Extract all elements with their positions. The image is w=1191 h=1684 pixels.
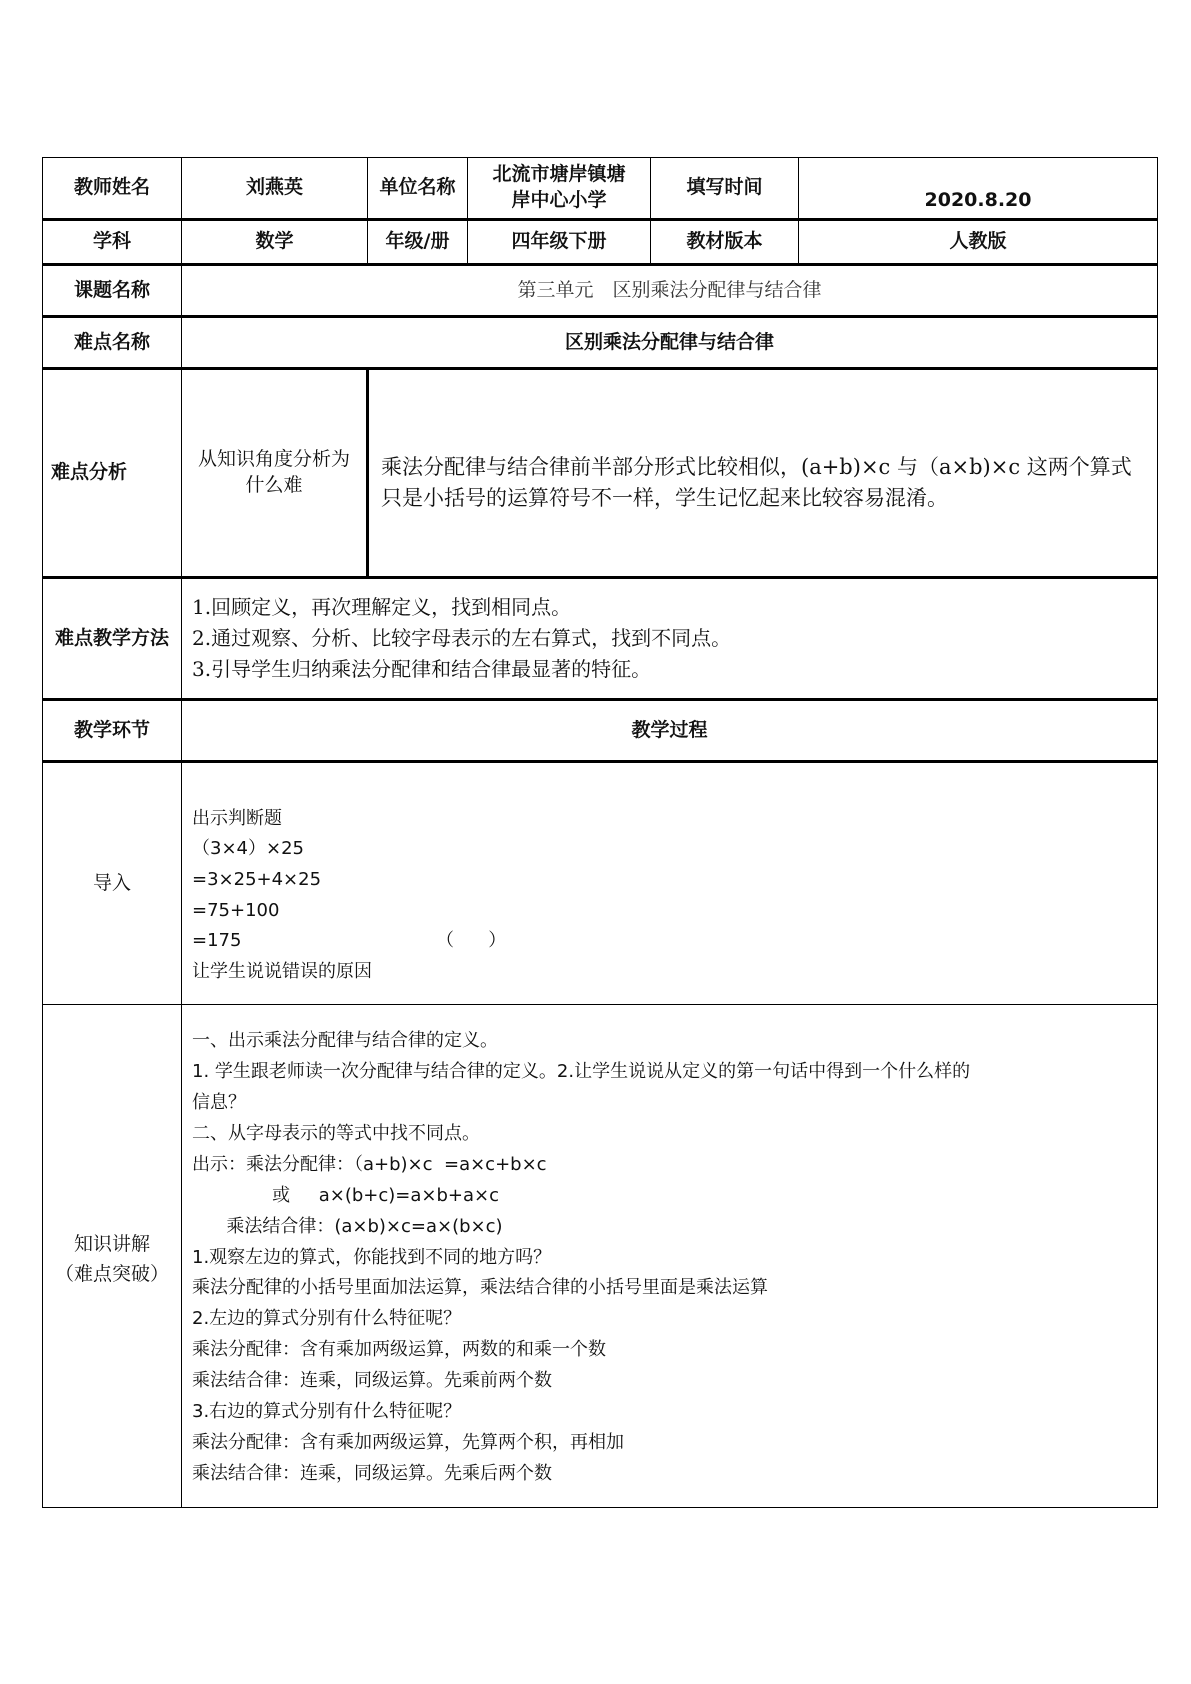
method-item: 2.通过观察、分析、比较字母表示的左右算式，找到不同点。 [192, 626, 732, 650]
process-stage-label: 教学环节 [43, 700, 182, 762]
topic-label: 课题名称 [43, 265, 182, 317]
analysis-text: 乘法分配律与结合律前半部分形式比较相似，(a+b)×c 与（a×b)×c 这两个算式只是小括号的运算符号不一样，学生记忆起来比较容易混淆。 [381, 454, 1132, 510]
intro-line: （3×4）×25 [192, 838, 304, 860]
difficulty-label: 难点名称 [43, 317, 182, 369]
info-row-1 [43, 158, 1158, 220]
analysis-sub-label: 从知识角度分析为什么难 [182, 369, 368, 578]
teacher-name-value: 刘燕英 [182, 158, 368, 220]
intro-line: =3×25+4×25 [192, 868, 322, 890]
knowledge-row [43, 1005, 1158, 1508]
method-item: 1.回顾定义，再次理解定义，找到相同点。 [192, 595, 572, 619]
edition-label: 教材版本 [651, 220, 799, 265]
method-row [43, 578, 1158, 700]
knowledge-lines [192, 1026, 1149, 1490]
topic-row [43, 265, 1158, 317]
knowledge-line: 1.观察左边的算式，你能找到不同的地方吗？ [192, 1246, 552, 1268]
knowledge-line: 2.左边的算式分别有什么特征呢？ [192, 1308, 462, 1330]
intro-line: 让学生说说错误的原因 [192, 960, 372, 982]
analysis-label: 难点分析 [43, 369, 182, 578]
edition-value: 人教版 [799, 220, 1158, 265]
method-cell [182, 578, 1158, 700]
method-item: 3.引导学生归纳乘法分配律和结合律最显著的特征。 [192, 657, 652, 681]
analysis-cell [368, 369, 1158, 578]
knowledge-line: 出示：乘法分配律：（a+b)×c =a×c+b×c [192, 1153, 547, 1175]
knowledge-line: 乘法分配律的小括号里面加法运算，乘法结合律的小括号里面是乘法运算 [192, 1277, 768, 1299]
intro-line: =75+100 [192, 899, 280, 921]
intro-label: 导入 [43, 762, 182, 1005]
knowledge-label [43, 1005, 182, 1508]
knowledge-line: 信息？ [192, 1091, 246, 1113]
knowledge-label-line1: 知识讲解 [73, 1232, 150, 1255]
method-label: 难点教学方法 [43, 578, 182, 700]
subject-label: 学科 [43, 220, 182, 265]
teacher-name-label: 教师姓名 [43, 158, 182, 220]
difficulty-value: 区别乘法分配律与结合律 [182, 317, 1158, 369]
knowledge-cell [182, 1005, 1158, 1508]
intro-line: =175 （ ） [192, 930, 507, 952]
subject-value: 数学 [182, 220, 368, 265]
intro-line: 出示判断题 [192, 807, 282, 829]
grade-value: 四年级下册 [468, 220, 651, 265]
lesson-plan-table [42, 157, 1158, 1508]
intro-cell [182, 762, 1158, 1005]
difficulty-row [43, 317, 1158, 369]
knowledge-line: 3.右边的算式分别有什么特征呢？ [192, 1401, 462, 1423]
unit-name-label: 单位名称 [368, 158, 468, 220]
intro-lines [192, 804, 1149, 988]
info-row-2 [43, 220, 1158, 265]
knowledge-line: 乘法分配律：含有乘加两级运算，先算两个积，再相加 [192, 1432, 624, 1454]
knowledge-line: 乘法分配律：含有乘加两级运算，两数的和乘一个数 [192, 1339, 606, 1361]
knowledge-line: 或 a×(b+c)=a×b+a×c [192, 1184, 499, 1206]
method-list [192, 592, 1149, 685]
topic-value: 第三单元 区别乘法分配律与结合律 [182, 265, 1158, 317]
intro-row [43, 762, 1158, 1005]
knowledge-line: 一、出示乘法分配律与结合律的定义。 [192, 1029, 498, 1051]
grade-label: 年级/册 [368, 220, 468, 265]
process-label: 教学过程 [182, 700, 1158, 762]
process-header-row [43, 700, 1158, 762]
knowledge-line: 1. 学生跟老师读一次分配律与结合律的定义。2.让学生说说从定义的第一句话中得到一个什么样的 [192, 1060, 971, 1082]
fill-date-value: 2020.8.20 [799, 158, 1158, 220]
analysis-row [43, 369, 1158, 578]
fill-date-label: 填写时间 [651, 158, 799, 220]
knowledge-line: 乘法结合律：连乘，同级运算。先乘后两个数 [192, 1463, 552, 1485]
knowledge-label-line2: （难点突破） [54, 1263, 169, 1285]
unit-name-value: 北流市塘岸镇塘岸中心小学 [468, 158, 651, 220]
knowledge-line: 乘法结合律：连乘，同级运算。先乘前两个数 [192, 1370, 552, 1392]
knowledge-line: 乘法结合律：(a×b)×c=a×(b×c) [192, 1215, 503, 1237]
knowledge-line: 二、从字母表示的等式中找不同点。 [192, 1122, 480, 1144]
